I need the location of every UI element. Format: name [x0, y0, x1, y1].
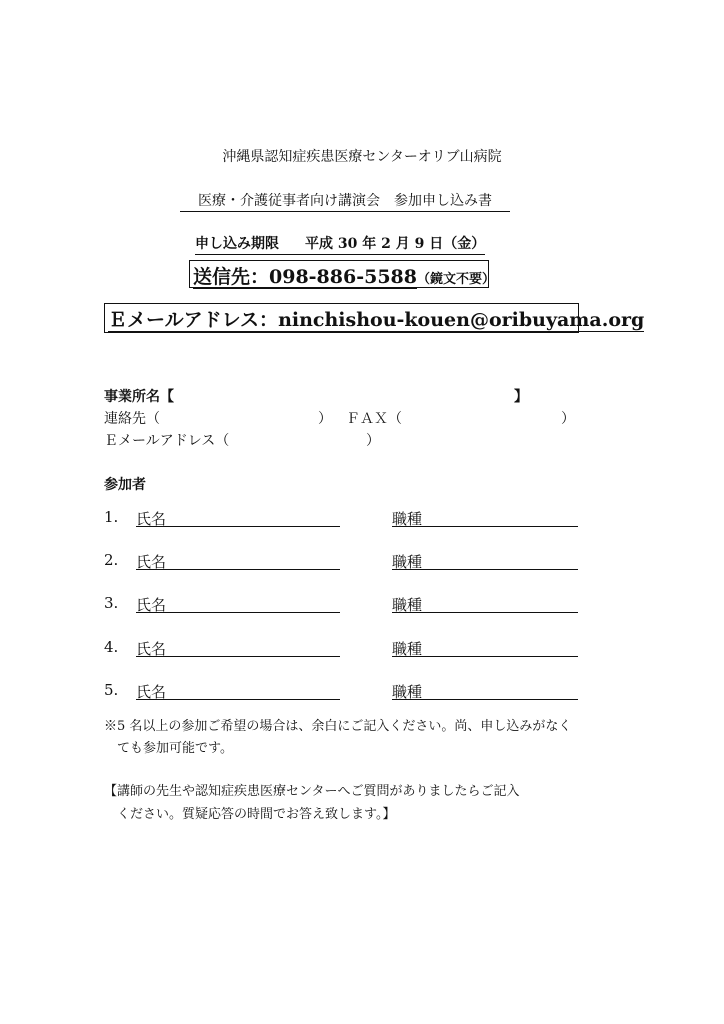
fax-number: 送信先：098-886-5588 — [193, 266, 417, 288]
row-number: 2. — [104, 551, 119, 569]
job-field[interactable] — [392, 656, 578, 657]
job-field[interactable] — [392, 526, 578, 527]
row-number: 4. — [104, 638, 119, 656]
row-number: 3. — [104, 594, 119, 612]
name-label: 氏名 — [136, 510, 167, 528]
job-field[interactable] — [392, 612, 578, 613]
job-field[interactable] — [392, 699, 578, 700]
job-label: 職種 — [392, 640, 423, 658]
name-field[interactable] — [136, 612, 340, 613]
job-label: 職種 — [392, 510, 423, 528]
fax-note: （鏡文不要） — [416, 272, 495, 287]
deadline-value: 平成 30 年 2 月 9 日（金） — [305, 236, 486, 252]
name-field[interactable] — [136, 699, 340, 700]
row-number: 1. — [104, 508, 119, 526]
email-label: Ｅメールアドレス：ninchishou-kouen@oribuyama.org — [108, 309, 645, 331]
question-note-line: 【講師の先生や認知症疾患医療センターへご質問がありましたらご記入 — [104, 784, 520, 799]
contact-close: ） — [318, 411, 332, 427]
email-address: ninchishou-kouen@oribuyama.org — [278, 309, 645, 331]
job-label: 職種 — [392, 596, 423, 614]
name-label: 氏名 — [136, 640, 167, 658]
fax-label: ＦＡＸ（ — [346, 411, 402, 427]
job-label: 職種 — [392, 683, 423, 701]
office-email-close: ） — [366, 433, 380, 449]
name-label: 氏名 — [136, 553, 167, 571]
name-label: 氏名 — [136, 683, 167, 701]
hospital-name: 沖縄県認知症疾患医療センターオリブ山病院 — [222, 149, 502, 165]
name-field[interactable] — [136, 569, 340, 570]
fax-close: ） — [561, 411, 575, 427]
office-name-close: 】 — [514, 389, 528, 405]
fax-send-box — [189, 260, 495, 288]
note-line: ても参加可能です。 — [117, 741, 233, 756]
note-line: ※5 名以上の参加ご希望の場合は、余白にご記入ください。尚、申し込みがなく — [104, 719, 572, 734]
job-field[interactable] — [392, 569, 578, 570]
row-number: 5. — [104, 681, 119, 699]
name-field[interactable] — [136, 526, 340, 527]
name-field[interactable] — [136, 656, 340, 657]
job-label: 職種 — [392, 553, 423, 571]
question-note-line: ください。質疑応答の時間でお答え致します。】 — [117, 807, 396, 822]
email-send-box — [104, 303, 645, 333]
office-email-label: Ｅメールアドレス（ — [104, 433, 230, 449]
deadline-label: 申し込み期限 — [195, 236, 279, 252]
name-label: 氏名 — [136, 596, 167, 614]
participants-heading: 参加者 — [104, 477, 146, 493]
office-name-label: 事業所名【 — [104, 389, 174, 405]
deadline — [195, 233, 485, 255]
form-title: 医療・介護従事者向け講演会 参加申し込み書 — [180, 190, 510, 212]
contact-label: 連絡先（ — [104, 411, 160, 427]
